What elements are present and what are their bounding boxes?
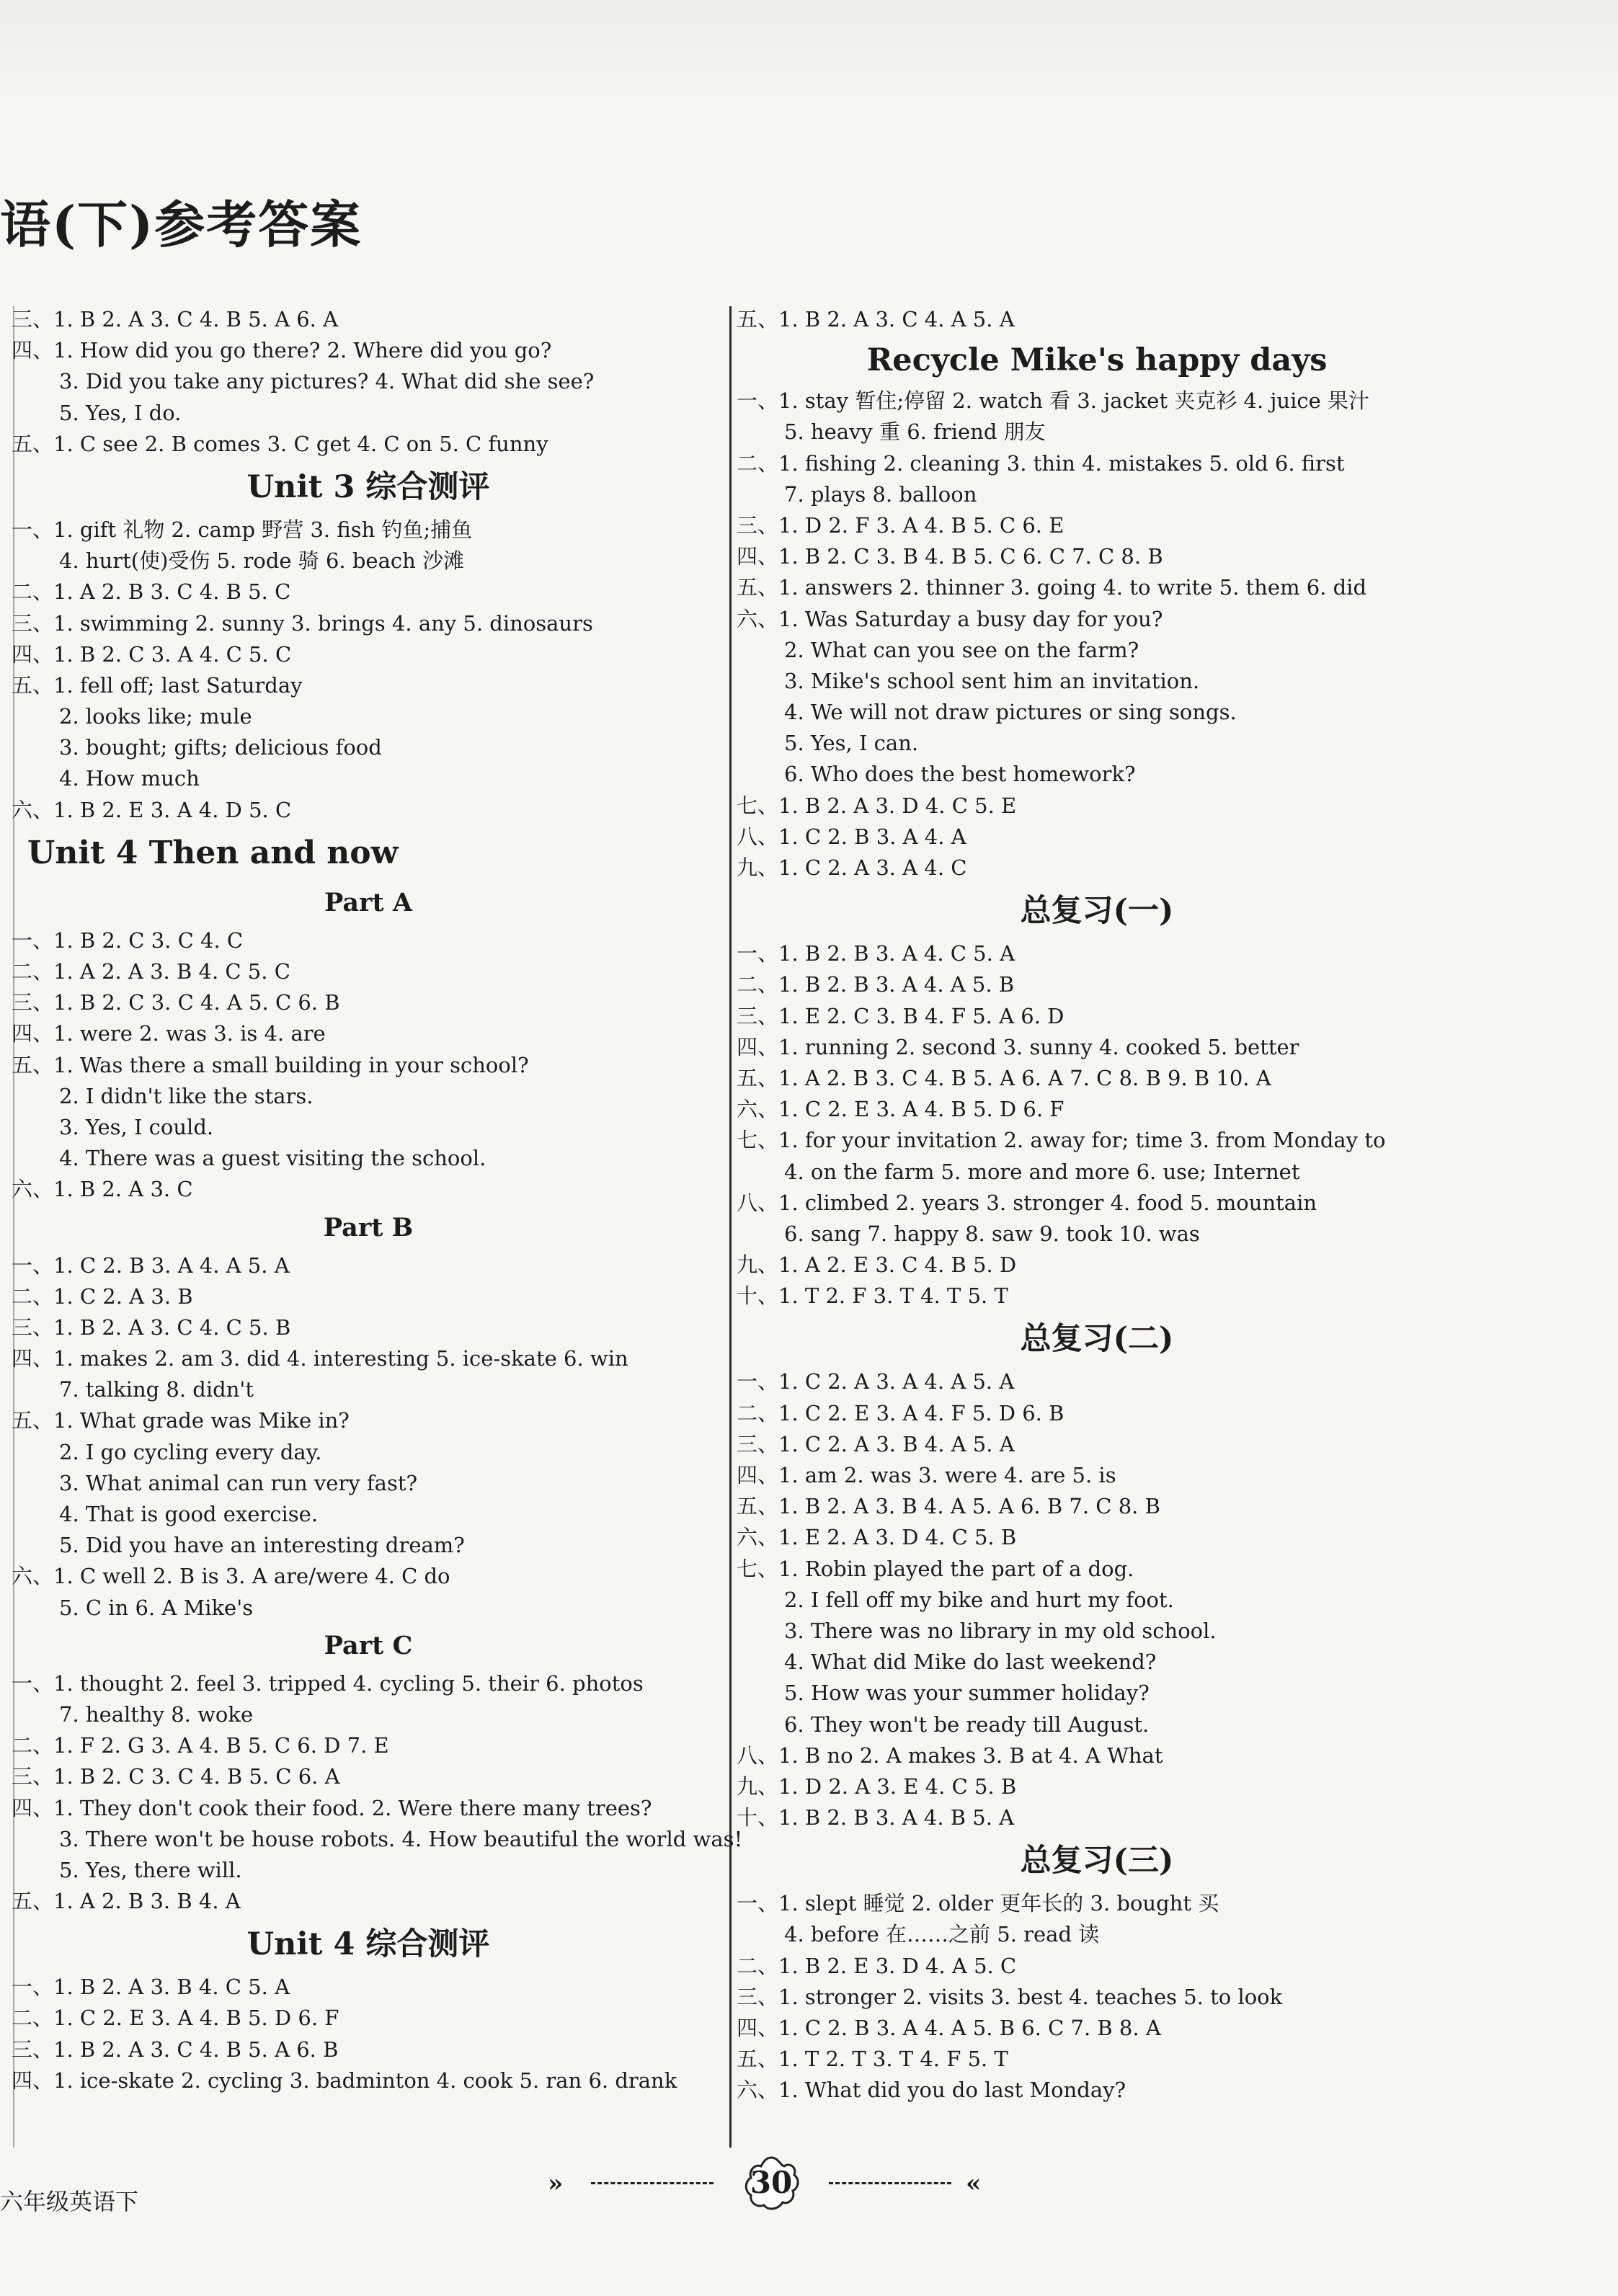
answer-line: 7. healthy 8. woke: [59, 1701, 254, 1727]
answer-line: 二、1. C 2. E 3. A 4. F 5. D 6. B: [737, 1400, 1064, 1425]
answer-line: 四、1. B 2. C 3. A 4. C 5. C: [12, 641, 292, 667]
left-dash-line: [591, 2182, 714, 2184]
left-arrows: »: [548, 2169, 564, 2198]
right-arrows: «: [966, 2169, 982, 2198]
answer-line: 一、1. B 2. C 3. C 4. C: [12, 927, 244, 953]
answer-line: 四、1. How did you go there? 2. Where did you go?: [12, 338, 552, 363]
answer-line: 五、1. Was there a small building in your school?: [12, 1052, 529, 1077]
answer-line: 6. They won't be ready till August.: [784, 1712, 1150, 1737]
answer-line: 三、1. B 2. C 3. C 4. B 5. C 6. A: [12, 1764, 340, 1789]
answer-line: 四、1. B 2. C 3. B 4. B 5. C 6. C 7. C 8. B: [737, 544, 1163, 569]
answer-line: 五、1. B 2. A 3. B 4. A 5. A 6. B 7. C 8. B: [737, 1494, 1160, 1519]
answer-line: 4. That is good exercise.: [59, 1502, 319, 1526]
answer-line: 2. I fell off my bike and hurt my foot.: [784, 1587, 1174, 1612]
answer-line: 3. There was no library in my old school.: [784, 1618, 1217, 1643]
answer-line: 六、1. Was Saturday a busy day for you?: [737, 606, 1163, 631]
answer-line: 四、1. am 2. was 3. were 4. are 5. is: [737, 1463, 1116, 1487]
section-heading: 总复习(三): [1020, 1843, 1174, 1879]
answer-line: 三、1. B 2. A 3. C 4. B 5. A 6. A: [12, 307, 339, 332]
answer-line: 三、1. B 2. A 3. C 4. B 5. A 6. B: [12, 2037, 339, 2062]
answer-line: 一、1. B 2. B 3. A 4. C 5. A: [737, 941, 1015, 966]
answer-line: 五、1. answers 2. thinner 3. going 4. to write 5. them 6. did: [737, 575, 1367, 600]
answer-line: 三、1. C 2. A 3. B 4. A 5. A: [737, 1431, 1015, 1456]
answer-line: 四、1. were 2. was 3. is 4. are: [12, 1021, 326, 1046]
answer-line: 3. Yes, I could.: [59, 1114, 214, 1139]
answer-line: 4. before 在……之前 5. read 读: [784, 1922, 1100, 1947]
answer-line: 一、1. gift 礼物 2. camp 野营 3. fish 钓鱼;捕鱼: [12, 517, 473, 542]
answer-line: 二、1. F 2. G 3. A 4. B 5. C 6. D 7. E: [12, 1733, 389, 1758]
answer-line: 七、1. Robin played the part of a dog.: [737, 1556, 1134, 1581]
answer-line: 2. looks like; mule: [59, 704, 252, 729]
answer-line: 二、1. B 2. B 3. A 4. A 5. B: [737, 972, 1015, 997]
answer-line: 九、1. A 2. E 3. C 4. B 5. D: [737, 1252, 1017, 1278]
answer-line: 一、1. thought 2. feel 3. tripped 4. cycling 5. their 6. photos: [12, 1670, 644, 1696]
answer-line: 二、1. B 2. E 3. D 4. A 5. C: [737, 1953, 1017, 1978]
answer-line: 七、1. for your invitation 2. away for; time 3. from Monday to: [737, 1128, 1386, 1153]
answer-line: 八、1. B no 2. A makes 3. B at 4. A What: [737, 1743, 1163, 1768]
answer-line: 3. Mike's school sent him an invitation.: [784, 668, 1200, 693]
section-heading: Part C: [324, 1630, 413, 1660]
answer-line: 七、1. B 2. A 3. D 4. C 5. E: [737, 793, 1017, 818]
section-heading: Unit 4 Then and now: [27, 834, 399, 871]
answer-line: 3. What animal can run very fast?: [59, 1470, 418, 1495]
answer-line: 六、1. C well 2. B is 3. A are/were 4. C do: [12, 1564, 450, 1589]
answer-line: 6. sang 7. happy 8. saw 9. took 10. was: [784, 1221, 1200, 1246]
answer-line: 五、1. What grade was Mike in?: [12, 1408, 350, 1433]
section-heading: Part B: [323, 1212, 414, 1242]
answer-line: 4. We will not draw pictures or sing songs.: [784, 700, 1237, 725]
answer-line: 六、1. E 2. A 3. D 4. C 5. B: [737, 1525, 1017, 1550]
answer-line: 二、1. C 2. A 3. B: [12, 1283, 193, 1309]
answer-line: 二、1. C 2. E 3. A 4. B 5. D 6. F: [12, 2006, 339, 2031]
column-divider: [729, 306, 732, 2148]
answer-line: 4. How much: [59, 766, 200, 791]
answer-line: 5. Yes, there will.: [59, 1857, 242, 1882]
answer-line: 3. bought; gifts; delicious food: [59, 735, 382, 760]
answer-line: 五、1. fell off; last Saturday: [12, 672, 303, 698]
answer-line: 一、1. C 2. A 3. A 4. A 5. A: [737, 1369, 1015, 1394]
answer-line: 六、1. C 2. E 3. A 4. B 5. D 6. F: [737, 1097, 1064, 1122]
answer-line: 二、1. fishing 2. cleaning 3. thin 4. mistakes 5. old 6. first: [737, 450, 1345, 476]
answer-line: 5. How was your summer holiday?: [784, 1681, 1150, 1706]
answer-line: 5. Yes, I do.: [59, 400, 182, 425]
answer-line: 九、1. D 2. A 3. E 4. C 5. B: [737, 1774, 1017, 1799]
answer-line: 六、1. B 2. A 3. C: [12, 1177, 193, 1202]
answer-line: 三、1. D 2. F 3. A 4. B 5. C 6. E: [737, 512, 1064, 538]
answer-line: 三、1. B 2. A 3. C 4. C 5. B: [12, 1314, 291, 1340]
footer-page-marker: [548, 2155, 1009, 2212]
answer-line: 二、1. A 2. B 3. C 4. B 5. C: [12, 579, 291, 605]
answer-line: 四、1. running 2. second 3. sunny 4. cooked 5. better: [737, 1034, 1299, 1059]
page-number: 30: [750, 2165, 793, 2200]
footer-grade-label: 六年级英语下: [0, 2188, 139, 2215]
answer-line: 5. Yes, I can.: [784, 731, 919, 756]
answer-line: 四、1. They don't cook their food. 2. Were there many trees?: [12, 1795, 652, 1820]
page-top-shading: [0, 0, 1618, 115]
answer-line: 5. heavy 重 6. friend 朋友: [784, 419, 1046, 445]
section-heading: 总复习(一): [1020, 893, 1174, 930]
answer-line: 五、1. B 2. A 3. C 4. A 5. A: [737, 307, 1015, 332]
answer-line: 九、1. C 2. A 3. A 4. C: [737, 855, 967, 880]
answer-line: 三、1. B 2. C 3. C 4. A 5. C 6. B: [12, 990, 340, 1015]
section-heading: Unit 4 综合测评: [246, 1926, 490, 1963]
answer-line: 四、1. makes 2. am 3. did 4. interesting 5. ice-skate 6. win: [12, 1346, 628, 1371]
answer-line: 四、1. ice-skate 2. cycling 3. badminton 4. cook 5. ran 6. drank: [12, 2068, 677, 2093]
right-dash-line: [829, 2182, 951, 2184]
answer-line: 5. C in 6. A Mike's: [59, 1595, 254, 1620]
left-answer-column: [12, 304, 743, 2096]
right-answer-column: [737, 304, 1457, 2106]
answer-line: 2. I didn't like the stars.: [59, 1083, 314, 1108]
answer-line: 4. There was a guest visiting the school.: [59, 1146, 486, 1171]
answer-line: 7. talking 8. didn't: [59, 1377, 254, 1402]
answer-line: 五、1. C see 2. B comes 3. C get 4. C on 5. C funny: [12, 431, 548, 456]
answer-line: 三、1. E 2. C 3. B 4. F 5. A 6. D: [737, 1003, 1064, 1028]
section-heading: 总复习(二): [1020, 1321, 1174, 1358]
page-number-badge: [742, 2155, 800, 2212]
answer-line: 4. on the farm 5. more and more 6. use; Internet: [784, 1159, 1300, 1184]
page-title: 语(下)参考答案: [0, 195, 363, 254]
answer-line: 五、1. T 2. T 3. T 4. F 5. T: [737, 2047, 1008, 2072]
answer-line: 五、1. A 2. B 3. C 4. B 5. A 6. A 7. C 8. B 9. B 10. A: [737, 1065, 1271, 1090]
answer-line: 十、1. B 2. B 3. A 4. B 5. A: [737, 1805, 1015, 1830]
answer-line: 五、1. A 2. B 3. B 4. A: [12, 1889, 241, 1914]
answer-line: 六、1. What did you do last Monday?: [737, 2078, 1126, 2103]
answer-line: 2. I go cycling every day.: [59, 1439, 322, 1464]
answer-line: 5. Did you have an interesting dream?: [59, 1533, 465, 1558]
answer-line: 3. There won't be house robots. 4. How beautiful the world was!: [59, 1826, 743, 1851]
section-heading: Unit 3 综合测评: [246, 468, 490, 505]
section-heading: Recycle Mike's happy days: [866, 342, 1328, 379]
answer-line: 二、1. A 2. A 3. B 4. C 5. C: [12, 959, 290, 984]
section-heading: Part A: [324, 887, 412, 917]
answer-line: 三、1. swimming 2. sunny 3. brings 4. any 5. dinosaurs: [12, 610, 593, 636]
answer-line: 八、1. climbed 2. years 3. stronger 4. food 5. mountain: [737, 1190, 1317, 1215]
answer-line: 7. plays 8. balloon: [784, 481, 977, 507]
answer-line: 一、1. B 2. A 3. B 4. C 5. A: [12, 1975, 290, 2000]
answer-line: 三、1. stronger 2. visits 3. best 4. teaches 5. to look: [737, 1984, 1283, 2009]
answer-line: 4. What did Mike do last weekend?: [784, 1650, 1157, 1675]
answer-line: 6. Who does the best homework?: [784, 762, 1136, 787]
answer-line: 3. Did you take any pictures? 4. What did she see?: [59, 369, 595, 394]
answer-line: 十、1. T 2. F 3. T 4. T 5. T: [737, 1283, 1008, 1309]
answer-line: 4. hurt(使)受伤 5. rode 骑 6. beach 沙滩: [59, 548, 465, 574]
answer-line: 六、1. B 2. E 3. A 4. D 5. C: [12, 797, 292, 822]
answer-line: 八、1. C 2. B 3. A 4. A: [737, 824, 966, 849]
answer-line: 一、1. slept 睡觉 2. older 更年长的 3. bought 买: [737, 1891, 1219, 1916]
answer-line: 一、1. C 2. B 3. A 4. A 5. A: [12, 1252, 290, 1278]
answer-line: 一、1. stay 暂住;停留 2. watch 看 3. jacket 夹克衫 4. juice 果汁: [737, 388, 1370, 414]
answer-line: 四、1. C 2. B 3. A 4. A 5. B 6. C 7. B 8. A: [737, 2016, 1161, 2040]
answer-line: 2. What can you see on the farm?: [784, 637, 1139, 662]
